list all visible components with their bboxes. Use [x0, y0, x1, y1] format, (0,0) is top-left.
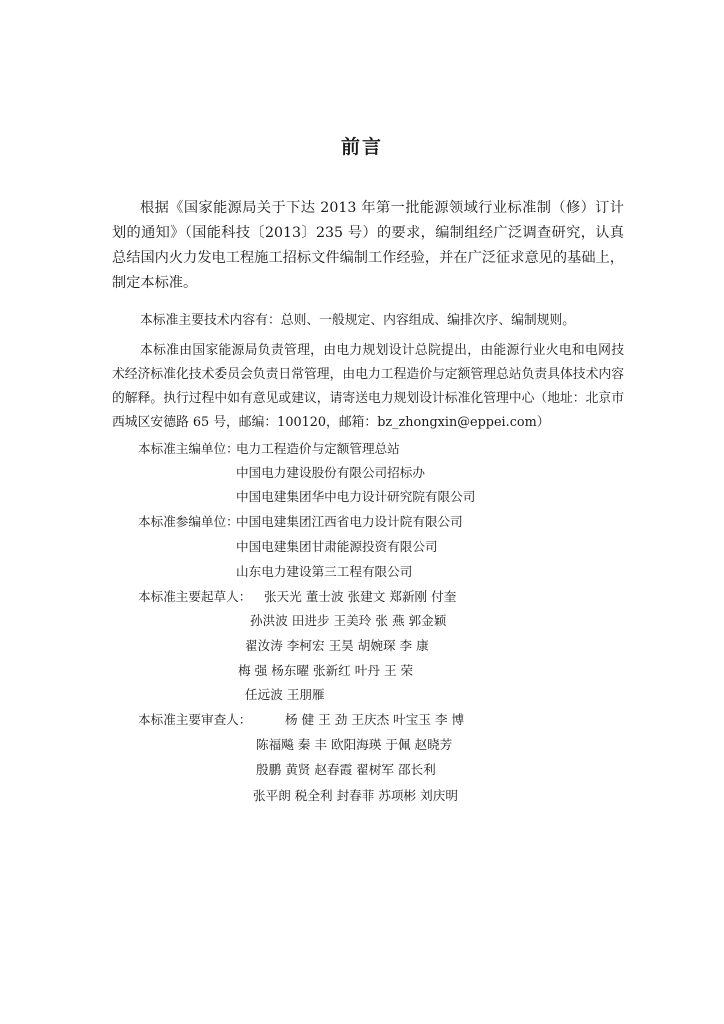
reviewers-line: 杨 健 王 劲 王庆杰 叶宝玉 李 博 — [285, 712, 465, 727]
participant-unit: 山东电力建设第三工程有限公司 — [236, 564, 413, 579]
drafters-label: 本标准主要起草人： — [138, 589, 252, 604]
management-paragraph: 本标准由国家能源局负责管理，由电力规划设计总院提出，由能源行业火电和电网技术经济标准化技术委员会负责日常管理，由电力工程造价与定额管理总站负责具体技术内容的解释。执行过程中如有意见或建议，请寄送电力规划设计标准化管理中心（地址：北京市西城区安德路 65 号，邮编：100120，邮箱：bz_zhongxin@eppei.com） — [112, 343, 624, 430]
reviewers-line: 张平朗 税全利 封春菲 苏项彬 刘庆明 — [253, 788, 458, 803]
chief-editor-unit: 中国电建集团华中电力设计研究院有限公司 — [236, 489, 476, 504]
drafters-line: 张天光 董士波 张建文 郑新刚 付奎 — [264, 589, 457, 604]
main-content-paragraph: 本标准主要技术内容有：总则、一般规定、内容组成、编排次序、编制规则。 — [140, 313, 576, 328]
participant-unit: 中国电建集团江西省电力设计院有限公司 — [236, 514, 463, 529]
reviewers-label: 本标准主要审查人： — [138, 712, 252, 727]
reviewers-line: 陈福飚 秦 丰 欧阳海瑛 于佩 赵晓芳 — [256, 737, 453, 752]
participants-label: 本标准参编单位： — [138, 514, 239, 529]
intro-paragraph: 根据《国家能源局关于下达 2013 年第一批能源领域行业标准制（修）订计划的通知》（国能科技〔2013〕235 号）的要求，编制组经广泛调查研究，认真总结国内火力发电工程施工招标文件编制工作经验，并在广泛征求意见的基础上，制定本标准。 — [112, 200, 624, 291]
drafters-line: 梅 强 杨东曜 张新红 叶丹 王 荣 — [238, 663, 414, 678]
participant-unit: 中国电建集团甘肃能源投资有限公司 — [236, 539, 438, 554]
chief-editor-label: 本标准主编单位： — [138, 441, 239, 456]
chief-editor-unit: 中国电力建设股份有限公司招标办 — [236, 465, 425, 480]
drafters-line: 孙洪波 田进步 王美玲 张 燕 郭金颖 — [250, 613, 447, 628]
drafters-line: 翟汝涛 李柯宏 王昊 胡婉琛 李 康 — [245, 638, 429, 653]
reviewers-line: 殷鹏 黄贤 赵春霞 翟树军 邵长利 — [256, 762, 436, 777]
chief-editor-unit: 电力工程造价与定额管理总站 — [236, 441, 400, 456]
page-title: 前言 — [340, 136, 383, 158]
drafters-line: 任远波 王朋雁 — [245, 687, 325, 702]
